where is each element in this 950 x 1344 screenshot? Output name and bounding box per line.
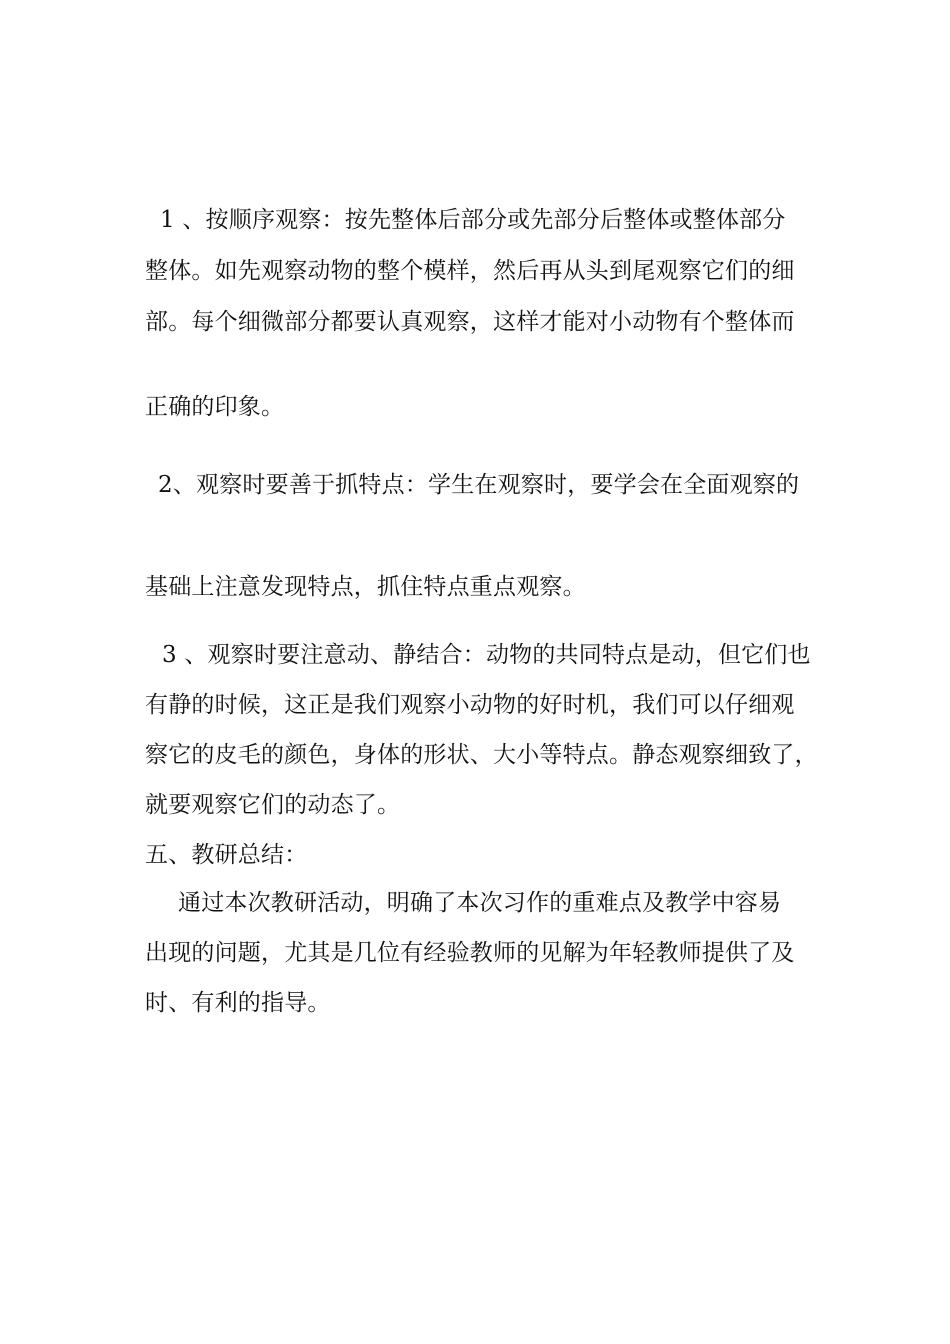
section3-line1: 3 、观察时要注意动、静结合：动物的共同特点是动，但它们也 bbox=[162, 642, 811, 668]
section1-line1: 1 、按顺序观察：按先整体后部分或先部分后整体或整体部分 bbox=[160, 207, 786, 233]
section3-line3: 察它的皮毛的颜色，身体的形状、大小等特点。静态观察细致了， bbox=[145, 742, 818, 768]
summary-line1: 通过本次教研活动，明确了本次习作的重难点及教学中容易 bbox=[178, 890, 782, 916]
section1-line3: 部。每个细微部分都要认真观察，这样才能对小动物有个整体而 bbox=[145, 309, 795, 335]
section2-line2: 基础上注意发现特点，抓住特点重点观察。 bbox=[145, 574, 586, 600]
section1-line4: 正确的印象。 bbox=[145, 394, 285, 420]
section1-line2: 整体。如先观察动物的整个模样，然后再从头到尾观察它们的细 bbox=[145, 258, 795, 284]
section3-line2: 有静的时候，这正是我们观察小动物的好时机，我们可以仔细观 bbox=[145, 692, 795, 718]
section2-line1: 2、观察时要善于抓特点：学生在观察时，要学会在全面观察的 bbox=[158, 472, 800, 498]
summary-line2: 出现的问题，尤其是几位有经验教师的见解为年轻教师提供了及 bbox=[145, 940, 795, 966]
summary-heading: 五、教研总结： bbox=[145, 842, 308, 868]
summary-line3: 时、有利的指导。 bbox=[145, 990, 331, 1016]
section3-line4: 就要观察它们的动态了。 bbox=[145, 792, 401, 818]
